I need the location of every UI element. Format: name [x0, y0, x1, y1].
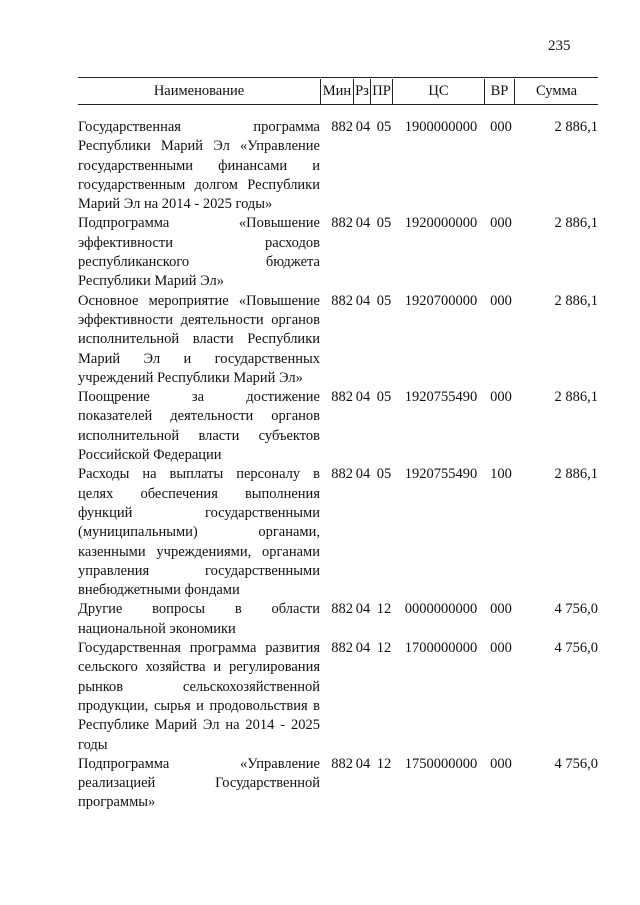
table-row: [78, 755, 598, 813]
table-row: [78, 214, 598, 291]
row-rz: 04: [355, 215, 371, 232]
row-vr: 000: [490, 215, 512, 232]
row-rz: 04: [355, 389, 371, 406]
row-cs: 1900000000: [404, 119, 478, 135]
row-pr: 05: [376, 389, 392, 406]
row-vr: 000: [490, 640, 512, 657]
table-header: [78, 79, 598, 105]
table-row: [78, 292, 598, 388]
row-sum: 2 886,1: [554, 466, 598, 483]
header-sum: Сумма: [514, 79, 598, 104]
row-pr: 05: [376, 292, 392, 309]
row-min: 882: [331, 215, 353, 232]
row-pr: 12: [376, 640, 392, 657]
header-cs: ЦС: [392, 79, 484, 104]
row-name: Расходы на выплаты персоналу в целях обеспечения выполнения функций государственными (муниципальными) органами, казенными учреждениями, органами управления государственными внебюджетными фондами: [78, 466, 320, 599]
row-rz: 04: [355, 640, 371, 657]
row-cs: 1920000000: [404, 215, 478, 232]
row-sum: 2 886,1: [554, 389, 598, 406]
row-vr: 000: [490, 292, 512, 309]
row-rz: 04: [355, 466, 371, 483]
row-name: Другие вопросы в области национальной экономики: [78, 601, 320, 637]
table-row: [78, 388, 598, 465]
row-pr: 05: [376, 119, 392, 135]
row-cs: 0000000000: [404, 601, 478, 618]
row-rz: 04: [355, 601, 371, 618]
row-rz: 04: [355, 292, 371, 309]
table-row: [78, 118, 598, 214]
row-min: 882: [331, 389, 353, 406]
table-row: [78, 600, 598, 639]
row-rz: 04: [355, 119, 371, 135]
row-vr: 100: [490, 466, 512, 483]
row-cs: 1920755490: [404, 389, 478, 406]
row-pr: 05: [376, 215, 392, 232]
table-body: [78, 118, 598, 813]
row-cs: 1920700000: [404, 292, 478, 309]
row-pr: 12: [376, 755, 392, 772]
row-name: Государственная программа Республики Марий Эл «Управление государственными финансами и государственным долгом Республики Марий Эл на 2014 - 2025 годы»: [78, 119, 320, 213]
row-cs: 1700000000: [404, 640, 478, 657]
row-sum: 2 886,1: [554, 292, 598, 309]
table-top-border: [78, 77, 598, 78]
row-min: 882: [331, 755, 353, 772]
row-min: 882: [331, 640, 353, 657]
row-vr: 000: [490, 119, 512, 135]
row-vr: 000: [490, 755, 512, 772]
row-name: Подпрограмма «Управление реализацией Государственной программы»: [78, 755, 320, 811]
row-cs: 1750000000: [404, 755, 478, 772]
header-vr: ВР: [484, 79, 514, 104]
row-name: Государственная программа развития сельского хозяйства и регулирования рынков сельскохозяйственной продукции, сырья и продовольствия в Республике Марий Эл на 2014 - 2025 годы: [78, 640, 320, 753]
row-min: 882: [331, 601, 353, 618]
row-vr: 000: [490, 389, 512, 406]
header-min: Мин: [320, 79, 353, 104]
row-sum: 4 756,0: [554, 640, 598, 657]
header-rz: Рз: [353, 79, 370, 104]
row-name: Подпрограмма «Повышение эффективности расходов республиканского бюджета Республики Марий Эл»: [78, 215, 320, 290]
row-sum: 2 886,1: [554, 215, 598, 232]
row-min: 882: [331, 119, 353, 135]
row-min: 882: [331, 292, 353, 309]
page-number: 235: [548, 38, 571, 54]
row-sum: 2 886,1: [554, 119, 598, 135]
row-sum: 4 756,0: [554, 601, 598, 618]
header-pr: ПР: [370, 79, 392, 104]
row-pr: 05: [376, 466, 392, 483]
row-cs: 1920755490: [404, 466, 478, 483]
row-min: 882: [331, 466, 353, 483]
row-rz: 04: [355, 755, 371, 772]
table-row: [78, 465, 598, 600]
row-pr: 12: [376, 601, 392, 618]
row-name: Основное мероприятие «Повышение эффективности деятельности органов исполнительной власти Республики Марий Эл и государственных учреждений Республики Марий Эл»: [78, 292, 320, 386]
table-row: [78, 639, 598, 755]
row-name: Поощрение за достижение показателей деятельности органов исполнительной власти субъектов Российской Федерации: [78, 389, 320, 464]
row-vr: 000: [490, 601, 512, 618]
header-name: Наименование: [153, 83, 245, 99]
row-sum: 4 756,0: [554, 755, 598, 772]
